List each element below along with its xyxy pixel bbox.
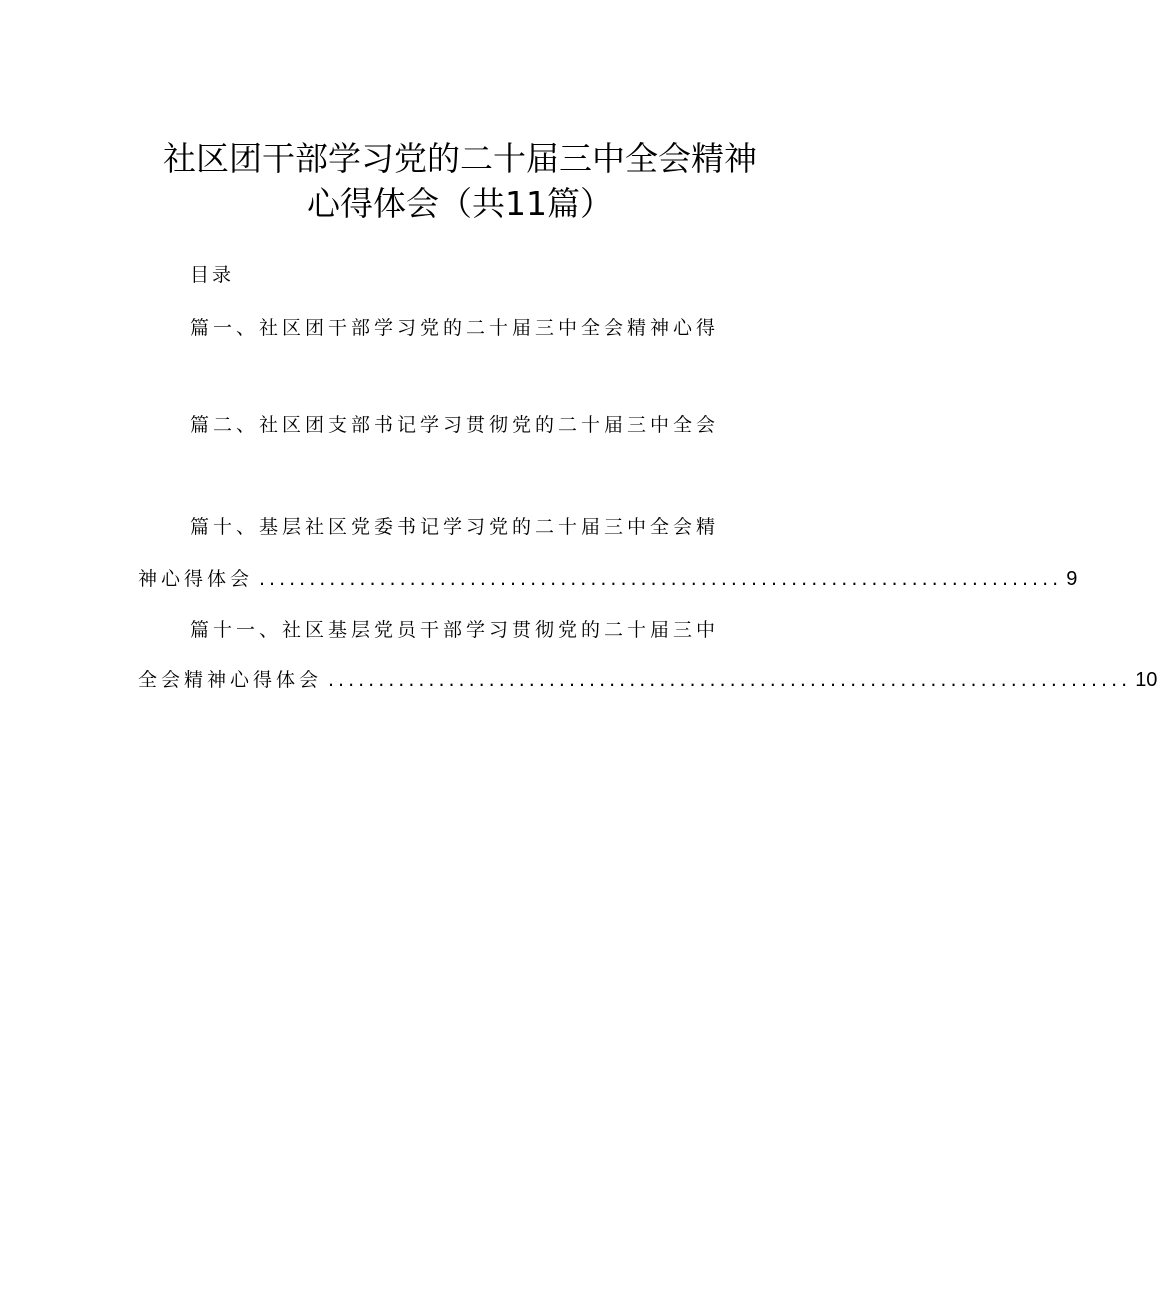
toc-entry-10-line-2[interactable]	[138, 567, 1078, 591]
toc-entry-2[interactable]: 篇二、社区团支部书记学习贯彻党的二十届三中全会	[190, 414, 720, 436]
toc-entry-10-text: 神心得体会	[138, 568, 254, 590]
toc-dot-leader: ................................................................................	[328, 669, 1132, 691]
toc-entry-11-line-1[interactable]: 篇十一、社区基层党员干部学习贯彻党的二十届三中	[190, 619, 720, 641]
document-title-line-1: 社区团干部学习党的二十届三中全会精神	[163, 139, 757, 178]
toc-entry-11-line-2[interactable]	[138, 668, 1157, 692]
document-title-line-2: 心得体会（共11篇）	[307, 184, 613, 223]
toc-entry-10-line-1[interactable]: 篇十、基层社区党委书记学习党的二十届三中全会精	[190, 516, 720, 538]
toc-page-number: 9	[1066, 568, 1078, 590]
toc-dot-leader: ................................................................................	[259, 568, 1063, 590]
toc-entry-1[interactable]: 篇一、社区团干部学习党的二十届三中全会精神心得	[190, 317, 720, 339]
toc-page-number: 10	[1135, 669, 1157, 691]
toc-heading: 目录	[190, 264, 235, 286]
toc-entry-11-text: 全会精神心得体会	[138, 669, 323, 691]
